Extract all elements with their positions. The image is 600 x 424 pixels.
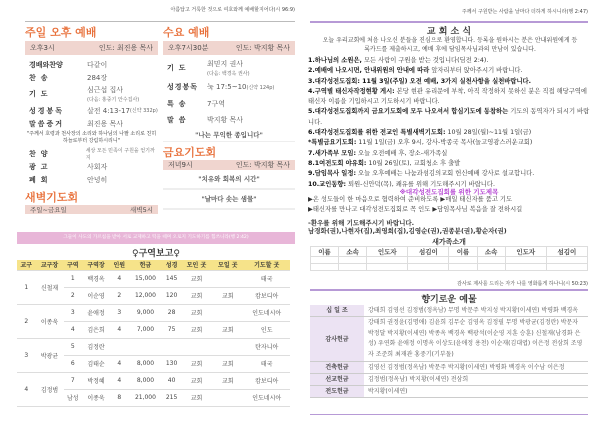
- cell: 2: [110, 287, 129, 304]
- cell: 75: [162, 321, 181, 338]
- cell: [477, 264, 505, 271]
- table-row: [17, 270, 290, 287]
- cell: 5: [64, 338, 83, 355]
- column-header: 구역: [64, 260, 83, 270]
- cell: 캄보디아: [243, 287, 290, 304]
- prayer-title: ※대각성전도집회를 위한 기도제목: [399, 188, 499, 196]
- cell: 김태순: [82, 355, 110, 372]
- wednesday-service: [163, 24, 295, 183]
- cell: 탄자니아: [243, 338, 290, 355]
- time: 오후3시: [30, 44, 55, 52]
- offering-row: [310, 374, 588, 386]
- cell: 6: [64, 355, 83, 372]
- time-bar: 오후7시30분 인도: 박지황 목사: [163, 41, 295, 55]
- news-item-bold: *특별금요기도회:: [308, 139, 357, 147]
- cell: 4: [110, 372, 129, 389]
- news-title: 교 회 소 식: [426, 27, 472, 37]
- top-quote-left: 아름답고 거룩한 것으로 여호와께 예배할지어다(시 96:9): [170, 7, 295, 13]
- column-header: 인도자: [367, 247, 408, 257]
- scripture-banner: 그들이 사도의 가르침을 받아 서로 교제하고 떡을 떼며 오로지 기도하기를 힘쓰니라(행 2:42): [17, 232, 295, 244]
- sunday-service: [25, 24, 158, 186]
- cell: [449, 257, 477, 264]
- friday-title: 금요기도회: [163, 146, 217, 159]
- cell: [505, 257, 546, 264]
- offering-names: 김영선 김정범(정옥남) 박문주 박지황(이세연) 박평화 백경옥 이수남 이은정: [364, 362, 588, 374]
- cell: 교회: [212, 372, 243, 389]
- friday-time-bar: 저녁9시 인도: 박지황 목사: [163, 160, 295, 170]
- news-item: [308, 149, 593, 159]
- new-family-table: [310, 246, 588, 271]
- prayer-line: ▶온 성도들이 한 마음으로 협력하여 준비하도록 ▶매일 태신자를 품고 기도: [308, 196, 513, 203]
- divider: [310, 289, 588, 291]
- cell: 215: [162, 389, 181, 406]
- news-item-bold: 3.대각성전도집회: 11월 3일(주일) 오전 예배, 3가지 실천사항을 실천바랍니다.: [308, 77, 532, 85]
- offering-names: 강태희 권정윤(김명애) 김윤희 김무순 김영옥 김정필 무명 박광균(김정란) 박문자 박정달 박지황(이세연) 박종옥 백경옥 백광석(이순영 지훈 승훈) 신철재(남경화 은성) 우연화 윤애정 이명옥 이상도(윤애정 용천) 이순재(김대엽) 이은정 전삼희 조영자 조준희 최재관 홍중기(기부돌): [364, 317, 588, 362]
- section-title: 주일 오후 예배: [25, 26, 97, 39]
- cell: 4: [110, 355, 129, 372]
- table-row: [311, 264, 588, 271]
- friday-theme: "치유와 회복의 시간": [198, 175, 260, 183]
- news-item: [308, 87, 593, 108]
- cell: 인도: [243, 321, 290, 338]
- cell: [212, 389, 243, 406]
- offering-type: 건축헌금: [310, 362, 364, 374]
- order-row: 말씀 박지황 목사: [167, 116, 244, 124]
- news-item-text: 오늘 오후예배는 나눔과섬김의교회 헌신예배 강사로 설교합니다.: [355, 170, 535, 178]
- offering-row: [310, 305, 588, 317]
- order-row: 찬송 284장: [29, 73, 108, 82]
- parish-leader: 김정범: [36, 372, 64, 406]
- news-item-bold: 1.하나님의 소원은,: [308, 57, 362, 64]
- column-header: 이름: [449, 247, 477, 257]
- news-item-bold: 2.예배에 나오시면, 안내위원의 안내에 따라: [308, 67, 430, 75]
- cell: 130: [162, 355, 181, 372]
- news-item-text: 퇴원-신안덕(목), 쾌유를 위해 기도해주시기 바랍니다.: [346, 180, 495, 188]
- spring-motto: "날마다 솟는 샘물": [163, 188, 295, 210]
- cell: 김은희: [82, 321, 110, 338]
- prayer-line: ▶태신자를 만나고 대각성전도집회로 꼭 인도 ▶담임목사님 복음을 잘 전하시길: [308, 206, 523, 213]
- news-item: [308, 77, 593, 87]
- section-title: 수요 예배: [163, 26, 210, 39]
- parish-no: 1: [17, 270, 36, 304]
- cell: 7: [64, 372, 83, 389]
- offering-type: 감사헌금: [310, 317, 364, 362]
- news-item-bold: 8.1여전도회 야유회:: [308, 159, 367, 167]
- cell: 인도네시아: [243, 304, 290, 321]
- sick-title: -환우를 위해 기도해주시기 바랍니다.: [308, 219, 415, 227]
- cell: 1: [64, 270, 83, 287]
- cell: 4: [110, 321, 129, 338]
- cell: [311, 257, 339, 264]
- cell: 교회: [212, 355, 243, 372]
- cell: [110, 338, 129, 355]
- parish-no: 3: [17, 338, 36, 372]
- cell: 교회: [181, 287, 212, 304]
- news-item-text: 11월 1일(금) 오후 9시, 강사-박종국 목사(놀고영광스러운교회): [356, 139, 533, 147]
- news-item-text: 10월 26일(토), 교회청소 후 출발: [366, 159, 461, 167]
- column-header: 소속: [477, 247, 505, 257]
- news-item: [308, 159, 593, 169]
- cell: 9,000: [129, 304, 163, 321]
- cell: 김정란: [82, 338, 110, 355]
- cell: [408, 257, 449, 264]
- cell: [367, 257, 408, 264]
- cell: [181, 338, 212, 355]
- report-title: ♀구역보고♀: [132, 249, 180, 259]
- order-row: 기도 최믿지 권사 (다음: 백경옥 권사): [167, 60, 250, 77]
- cell: 8: [110, 389, 129, 406]
- news-item: [308, 66, 593, 76]
- cell: 28: [162, 304, 181, 321]
- news-item: [308, 56, 593, 66]
- order-row: 성경봉독 살전 4:13-17 (신약 332p): [29, 106, 158, 115]
- cell: 21,000: [129, 389, 163, 406]
- sick-names: 남경화(권),나현자(집),최영희(집),김영순(권),권종분(권),황순자(권): [308, 227, 507, 235]
- offering-row: [310, 362, 588, 374]
- cell: 태국: [243, 270, 290, 287]
- prayer-list: [308, 195, 593, 215]
- cell: [477, 257, 505, 264]
- sermon-title: "나는 무익한 종입니다": [163, 130, 295, 142]
- cell: 교회: [181, 372, 212, 389]
- cell: 교회: [181, 355, 212, 372]
- column-header: 섬김이: [546, 247, 587, 257]
- offering-table: [310, 305, 588, 398]
- cell: 박정혜: [82, 372, 110, 389]
- column-header: 소속: [339, 247, 367, 257]
- divider: [310, 21, 588, 23]
- cell: 15,000: [129, 270, 163, 287]
- column-header: 모일 곳: [212, 260, 243, 270]
- cell: 교회: [181, 389, 212, 406]
- offering-type: 십 일 조: [310, 305, 364, 317]
- cell: [162, 338, 181, 355]
- news-item-text: 오늘 오전예배 후, 장소-새가족실: [355, 149, 448, 157]
- cell: 캄보디아: [243, 372, 290, 389]
- parish-no: 4: [17, 372, 36, 406]
- sermon-quote: "주께서 호령과 천사장의 소리와 하나님의 나팔 소리로 친히 하늘로부터 강림하시리니": [26, 131, 157, 144]
- order-row: 기도 심근섭 집사 (다음: 홍중기 안수집사): [29, 86, 140, 103]
- top-quote-right: 주께서 구원받는 사람을 날마다 더하게 하시니라(행 2:47): [461, 9, 588, 15]
- cell: 교회: [181, 321, 212, 338]
- cell: [129, 338, 163, 355]
- cell: [212, 270, 243, 287]
- news-item-text: 앞자리부터 앉아주시기 바랍니다.: [429, 67, 523, 75]
- column-header: 섬김이: [408, 247, 449, 257]
- order-row: 광고 사회자: [29, 162, 108, 171]
- offering-names: 박지황(이세연): [364, 386, 588, 398]
- parish-no: 2: [17, 304, 36, 338]
- cell: 3: [110, 304, 129, 321]
- cell: 7,000: [129, 321, 163, 338]
- leader: 인도: 최진용 목사: [98, 44, 153, 52]
- cell: [505, 264, 546, 271]
- cell: [339, 264, 367, 271]
- news-item: [308, 107, 593, 128]
- cell: 4: [64, 321, 83, 338]
- cell: 백경옥: [82, 270, 110, 287]
- cell: [212, 304, 243, 321]
- table-row: [17, 372, 290, 389]
- column-header: 성경: [162, 260, 181, 270]
- offering-type: 선교헌금: [310, 374, 364, 386]
- cell: [449, 264, 477, 271]
- parish-leader: 신철재: [36, 270, 64, 304]
- column-header: 이름: [311, 247, 339, 257]
- offering-type: 전도헌금: [310, 386, 364, 398]
- section-title: 새벽기도회: [25, 191, 79, 204]
- table-row: [17, 304, 290, 321]
- column-header: 교구: [17, 260, 36, 270]
- cell: 교회: [181, 304, 212, 321]
- cell: [546, 257, 587, 264]
- cell: 윤애정: [82, 304, 110, 321]
- cell: 120: [162, 287, 181, 304]
- divider: [25, 21, 295, 22]
- column-header: 모인 곳: [181, 260, 212, 270]
- cell: 교회: [212, 287, 243, 304]
- cell: [546, 264, 587, 271]
- cell: 태국: [243, 355, 290, 372]
- table-header-row: [17, 260, 290, 270]
- new-family-title: 새가족소개: [432, 238, 466, 246]
- offering-names: 김정범(정옥남) 박지황(이세연) 전삼희: [364, 374, 588, 386]
- cell: [311, 264, 339, 271]
- news-item-text: 본당 현관 유리문에 부착, 아직 작정하지 못하신 분은 직접 해당구역에 태신자 이름을 기입하시고 기도하시기 바랍니다.: [308, 87, 588, 106]
- offering-row: [310, 386, 588, 398]
- order-row: 폐회 안녕히: [29, 175, 108, 184]
- order-row: 특송 7구역: [167, 99, 225, 108]
- column-header: 헌금: [129, 260, 163, 270]
- bottom-quote: 감사로 제사를 드리는 자가 나를 영화롭게 하나니(시 50:23): [457, 281, 588, 287]
- news-item-bold: 6.대각성전도집회를 위한 전교인 특별새벽기도회:: [308, 129, 446, 137]
- news-item-bold: 4.구역별 태신자작정현황 게시:: [308, 87, 395, 95]
- cell: [212, 338, 243, 355]
- cell: 2: [64, 287, 83, 304]
- cell: 3: [64, 304, 83, 321]
- cell: 교회: [181, 270, 212, 287]
- table-row: [17, 338, 290, 355]
- news-item-bold: 7.새가족부 모임:: [308, 149, 356, 157]
- parish-leader: 박광균: [36, 338, 64, 372]
- cell: 12,000: [129, 287, 163, 304]
- news-item-bold: 5.대각성전도집회까지 금요기도회에 모두 나오셔서 합심기도에 동참하는: [308, 108, 509, 116]
- news-item: [308, 128, 593, 138]
- time-bar: [25, 41, 158, 55]
- column-header: 구역장: [82, 260, 110, 270]
- cell: 8,000: [129, 355, 163, 372]
- news-item: [308, 138, 593, 148]
- district-report-table: [17, 260, 290, 407]
- table-row: [311, 257, 588, 264]
- cell: 8,000: [129, 372, 163, 389]
- divider: [310, 414, 588, 415]
- column-header: 인원: [110, 260, 129, 270]
- news-list: [308, 56, 593, 190]
- cell: [339, 257, 367, 264]
- cell: 4: [110, 270, 129, 287]
- table-header-row: [311, 247, 588, 257]
- cell: 이종욱: [82, 389, 110, 406]
- cell: 교회: [212, 321, 243, 338]
- dawn-bar: 주일~금요일 새벽5시: [25, 205, 158, 214]
- column-header: 교구장: [36, 260, 64, 270]
- news-item-text: 기도의 동역자가 되시기 바랍니다.: [308, 108, 590, 126]
- order-row: 찬양 세상 모든 민족이 구원을 얻기까지: [29, 147, 155, 161]
- cell: [367, 264, 408, 271]
- offering-title: 향기로운 예물: [421, 295, 477, 305]
- cell: 남성: [64, 389, 83, 406]
- parish-leader: 이종욱: [36, 304, 64, 338]
- cell: 인도네시아: [243, 389, 290, 406]
- cell: 이순영: [82, 287, 110, 304]
- offering-names: 강태희 김영선 김정범(정옥남) 무명 박문주 박지성 박지황(이세연) 박평화 백경옥: [364, 305, 588, 317]
- dawn-prayer: [25, 189, 158, 214]
- welcome-text: 오늘 우리교회에 처음 나오신 분들을 진심으로 환영합니다. 등록을 원하시는 분은 안내위원에게 등록카드를 제출하시고, 예배 후에 담임목사님과의 만남이 있습니다.: [322, 37, 578, 53]
- order-row: 성경봉독 눅 17:5~10 (신약 124p): [167, 83, 275, 91]
- column-header: 기도할 곳: [243, 260, 290, 270]
- sick-prayer: [308, 219, 593, 235]
- column-header: 인도자: [505, 247, 546, 257]
- order-row: 말씀증거 최진용 목사: [29, 119, 124, 128]
- news-item-bold: 9.담임목사 일정:: [308, 170, 356, 178]
- news-item-text: 모든 사람이 구원을 받는 것입니다(딤전 2:4).: [361, 57, 489, 64]
- news-item-text: 10월 28일(월)~11월 1일(금): [445, 129, 532, 137]
- offering-row: [310, 317, 588, 362]
- news-item-bold: 10.교인동향:: [308, 180, 347, 188]
- news-item: [308, 169, 593, 179]
- cell: [408, 264, 449, 271]
- cell: 40: [162, 372, 181, 389]
- cell: 145: [162, 270, 181, 287]
- order-row: 경배와찬양 다같이: [29, 60, 108, 69]
